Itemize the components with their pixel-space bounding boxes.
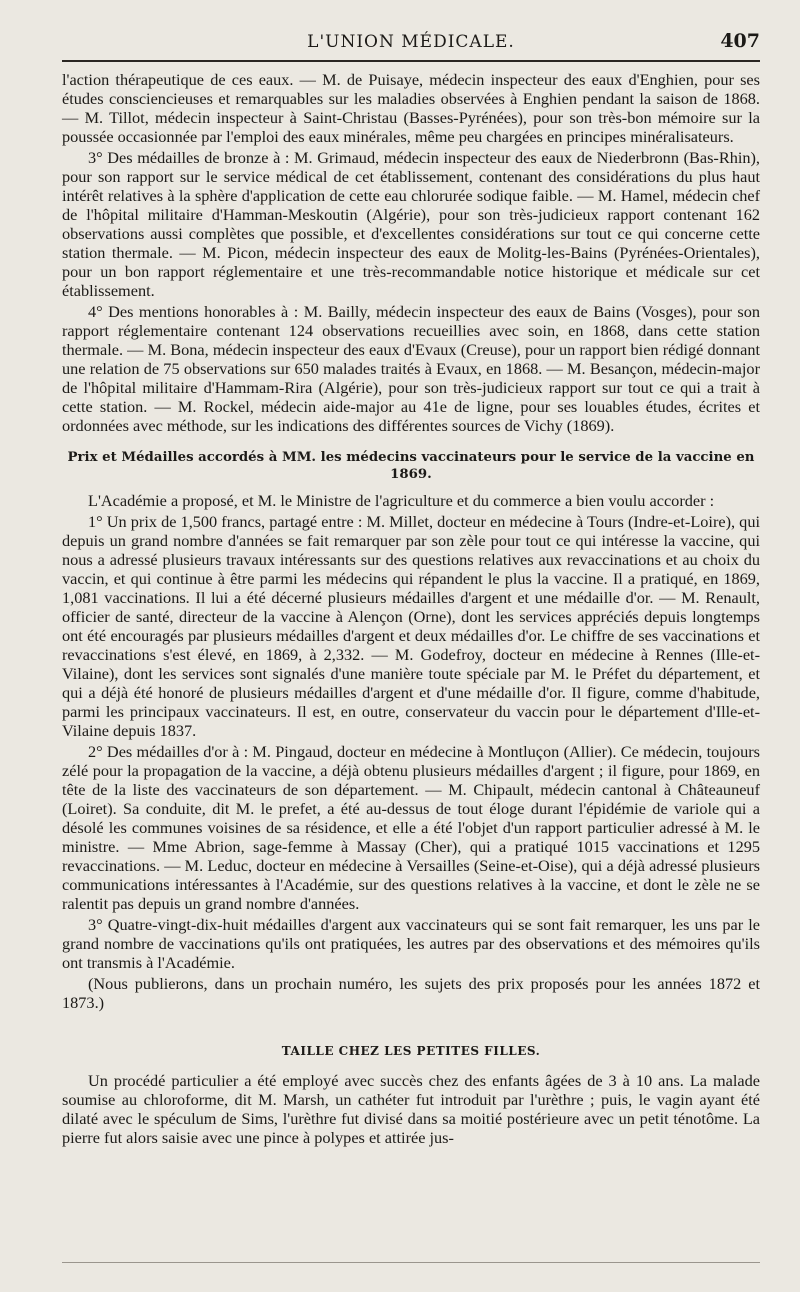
paragraph-silver-medals: 3° Quatre-vingt-dix-huit médailles d'argent aux vaccinateurs qui se sont fait remarquer, les uns par le grand nombre de vaccinations qu'ils ont pratiquées, les autres par des observations et des mémoires qu'ils ont transmis à l'Académie. <box>62 915 760 972</box>
paragraph-1: l'action thérapeutique de ces eaux. — M. de Puisaye, médecin inspecteur des eaux d'Enghien, pour ses études consciencieuses et remarquables sur les maladies observées à Enghien pendant la saison de 1868. — M. Tillot, médecin inspecteur à Saint-Christau (Basses-Pyrénées), pour son très-bon mémoire sur la poussée occasionnée par l'emploi des eaux minérales, même peu chargées en principes minéralisateurs. <box>62 70 760 146</box>
section-heading-vaccination-prizes: Prix et Médailles accordés à MM. les médecins vaccinateurs pour le service de la vaccine en 1869. <box>67 450 755 482</box>
paragraph-honorable-mentions: 4° Des mentions honorables à : M. Bailly, médecin inspecteur des eaux de Bains (Vosges), pour son rapport réglementaire contenant 124 observations recueillies avec soin, en 1868, dans cette station thermale. — M. Bona, médecin inspecteur des eaux d'Evaux (Creuse), pour un rapport bien rédigé donnant une relation de 75 observations sur 650 malades traités à Evaux, en 1868. — M. Besançon, médecin-major de l'hôpital militaire d'Hammam-Rira (Algérie), pour son très-judicieux rapport sur tout ce qui a trait à cette station. — M. Rockel, médecin aide-major au 41e de ligne, pour ses louables études, écrites et ordonnées avec méthode, sur les indications des différentes sources de Vichy (1869). <box>62 302 760 435</box>
body-text <box>62 70 760 1147</box>
paragraph-bronze-medals: 3° Des médailles de bronze à : M. Grimaud, médecin inspecteur des eaux de Niederbronn (Bas-Rhin), pour son rapport sur le service médical de cet établissement, contenant des considérations du plus haut intérêt relatives à la sphère d'application de cette eau chlorurée sodique faible. — M. Hamel, médecin chef de l'hôpital militaire d'Hamman-Meskoutin (Algérie), pour son très-judicieux rapport contenant 162 observations aussi complètes que possible, et d'excellentes considérations sur tout ce qui concerne cette station thermale. — M. Picon, médecin inspecteur des eaux de Molitg-les-Bains (Pyrénées-Orientales), pour un bon rapport réglementaire et une très-recommandable notice historique et médicale sur cet établissement. <box>62 148 760 300</box>
paragraph-gold-medals: 2° Des médailles d'or à : M. Pingaud, docteur en médecine à Montluçon (Allier). Ce médecin, toujours zélé pour la propagation de la vaccine, a déjà obtenu plusieurs médailles d'argent ; il figure, pour 1869, en tête de la liste des vaccinateurs de son département. — M. Chipault, médecin cantonal à Châteauneuf (Loiret). Sa conduite, dit M. le prefet, a été au-dessus de tout éloge durant l'épidémie de variole qui a désolé les communes voisines de sa résidence, et elle a été l'objet d'un rapport particulier adressé à M. le ministre. — Mme Abrion, sage-femme à Massay (Cher), qui a pratiqué 1015 vaccinations et 1295 revaccinations. — M. Leduc, docteur en médecine à Versailles (Seine-et-Oise), qui a déjà adressé plusieurs communications intéressantes à l'Académie, sur des questions relatives à la vaccine, et dont le zèle ne se ralentit pas depuis un grand nombre d'années. <box>62 742 760 913</box>
bottom-rule <box>62 1262 760 1263</box>
section-heading-taille: TAILLE CHEZ LES PETITES FILLES. <box>281 1044 541 1058</box>
paragraph-prize-1500: 1° Un prix de 1,500 francs, partagé entre : M. Millet, docteur en médecine à Tours (Indre-et-Loire), qui depuis un grand nombre d'années se fait remarquer par son zèle pour tout ce qui intéresse la vaccine, qui nous a adressé plusieurs travaux intéressants sur des questions relatives aux revaccinations et au choix du vaccin, et qui continue à être parmi les médecins qui répandent le plus la vaccine. Il a pratiqué, en 1869, 1,081 vaccinations. Il lui a été décerné plusieurs médailles d'argent et une médaille d'or. — M. Renault, officier de santé, directeur de la vaccine à Alençon (Orne), dont les services appréciés depuis longtemps ont été encouragés par plusieurs médailles d'argent et deux médailles d'or. Le chiffre de ses vaccinations et revaccinations s'est élevé, en 1869, à 2,332. — M. Godefroy, docteur en médecine à Rennes (Ille-et-Vilaine), dont les services sont signalés d'une manière toute spéciale par M. le Préfet du département, et qui a déjà été honoré de plusieurs médailles d'argent et d'une médaille d'or. Il figure, comme d'habitude, parmi les principaux vaccinateurs. Il est, en outre, conservateur du vaccin pour le département d'Ille-et-Vilaine depuis 1837. <box>62 512 760 740</box>
running-header <box>62 26 760 62</box>
journal-title: L'UNION MÉDICALE. <box>307 32 515 52</box>
paragraph-note-upcoming: (Nous publierons, dans un prochain numéro, les sujets des prix proposés pour les années 1872 et 1873.) <box>62 974 760 1012</box>
paragraph-taille: Un procédé particulier a été employé avec succès chez des enfants âgées de 3 à 10 ans. La malade soumise au chloroforme, dit M. Marsh, un cathéter fut introduit par l'urèthre ; puis, le vagin ayant été dilaté avec le spéculum de Sims, l'urèthre fut divisé dans sa moitié postérieure avec un petit ténotôme. La pierre fut alors saisie avec une pince à polypes et attirée jus- <box>62 1071 760 1147</box>
paragraph-academy-proposal: L'Académie a proposé, et M. le Ministre de l'agriculture et du commerce a bien voulu accorder : <box>88 491 715 510</box>
page-number: 407 <box>720 30 760 52</box>
